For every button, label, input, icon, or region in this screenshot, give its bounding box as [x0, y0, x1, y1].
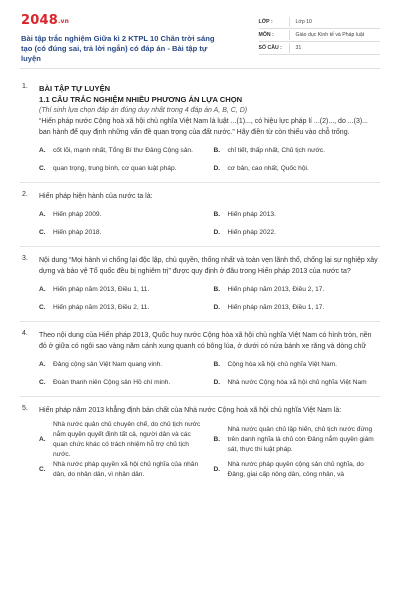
question-number: 5.: [22, 405, 28, 412]
option-d[interactable]: [214, 460, 379, 480]
option-letter: D.: [213, 165, 221, 172]
option-text: Hiến pháp năm 2013, Điều 2, 11.: [53, 304, 150, 311]
question-number: 3.: [22, 255, 28, 262]
meta-row-count: [259, 42, 380, 55]
option-b[interactable]: [214, 420, 379, 460]
question-divider: [20, 182, 380, 183]
site-logo[interactable]: [21, 14, 227, 29]
option-text: Cộng hòa xã hội chủ nghĩa Việt Nam.: [227, 361, 337, 368]
header-left: [21, 14, 227, 68]
option-text: Nhà nước pháp quyền xã hội chủ nghĩa của nhân dân, do nhân dân, vì nhân dân.: [53, 461, 199, 478]
option-text: Hiến pháp 2022.: [227, 229, 276, 236]
option-text: cốt lõi, mạnh nhất, Tổng Bí thư Đảng Cộng sản.: [53, 147, 193, 154]
option-text: Nhà nước Cộng hòa xã hội chủ nghĩa Việt Nam: [227, 379, 367, 386]
option-text: Hiến pháp năm 2013, Điều 2, 17.: [227, 286, 325, 293]
meta-row-subject: [259, 29, 380, 42]
option-text: Hiến pháp 2018.: [53, 229, 102, 236]
question-text: Hiến pháp hiện hành của nước ta là:: [39, 193, 153, 200]
option-a[interactable]: [39, 420, 204, 460]
meta-label: MÔN :: [258, 32, 274, 38]
option-letter: C.: [39, 165, 46, 172]
logo-main: 2048: [21, 13, 58, 28]
document-title: Bài tập trắc nghiệm Giữa kì 2 KTPL 10 Chân trời sáng tạo (có đúng sai, trả lời ngắn) có đáp án - Bài tập tự luyện: [21, 34, 215, 63]
instruction-note: (Thí sinh lựa chọn đáp án đúng duy nhất trong 4 đáp án A, B, C, D): [39, 107, 248, 114]
option-letter: C.: [39, 229, 46, 236]
question-1: [0, 83, 400, 178]
option-text: Hiến pháp 2009.: [53, 211, 102, 218]
option-d[interactable]: [214, 224, 379, 242]
question-divider: [20, 246, 380, 247]
option-letter: D.: [213, 466, 221, 473]
header-divider: [20, 68, 380, 69]
option-text: chỉ tiết, thấp nhất, Chủ tịch nước.: [227, 147, 325, 154]
option-b[interactable]: [214, 356, 379, 374]
option-text: Hiến pháp năm 2013, Điều 1, 11.: [53, 286, 150, 293]
option-a[interactable]: [39, 206, 204, 224]
options: [39, 281, 378, 317]
question-text: Theo nội dung của Hiến pháp 2013, Quốc huy nước Cộng hòa xã hội chủ nghĩa Việt Nam có hình tròn, nền đỏ ở giữa có ngôi sao vàng năm cánh xung quanh có bông lúa, ở dưới có nửa bánh xe răng và dòng chữ: [39, 332, 372, 350]
option-letter: D.: [213, 229, 221, 236]
option-c[interactable]: [39, 160, 204, 178]
option-text: Đoàn thanh niên Cộng sản Hồ chí minh.: [53, 379, 171, 386]
meta-panel: [259, 14, 380, 68]
question-text: Nội dung “Mọi hành vi chống lại độc lập, chủ quyền, thống nhất và toàn vẹn lãnh thổ, chống lại sự nghiệp xây dựng và bảo vệ Tổ quốc đều bị nghiêm trị” được quy định ở đâu trong Hiến pháp 2013 của nước ta?: [39, 257, 378, 275]
option-letter: C.: [39, 379, 46, 386]
question-number: 4.: [22, 330, 28, 337]
option-text: Nhà nước quân chủ chuyên chế, do chủ tịch nước nắm quyền quyết định tất cả, người dân và các quan chức khác có trách nhiệm hỗ trợ chủ tịch nước.: [53, 421, 201, 458]
option-letter: B.: [213, 147, 221, 154]
option-text: Hiến pháp năm 2013, Điều 1, 17.: [227, 304, 325, 311]
option-text: cơ bản, cao nhất, Quốc hội.: [227, 165, 309, 172]
option-a[interactable]: [39, 356, 204, 374]
question-divider: [20, 396, 380, 397]
question-2: [0, 191, 400, 242]
question-number: 1.: [22, 83, 28, 90]
option-letter: A.: [39, 211, 46, 218]
meta-separator: [289, 43, 290, 53]
option-a[interactable]: [39, 142, 204, 160]
meta-separator: [289, 30, 290, 40]
option-letter: A.: [39, 286, 46, 293]
option-letter: B.: [213, 361, 221, 368]
option-text: Nhà nước quân chủ lập hiến, chủ tịch nước đứng trên danh nghĩa là chủ còn Đảng nắm quyền giám sát, thực thi luật pháp.: [227, 426, 374, 453]
meta-value: 31: [295, 45, 302, 51]
option-letter: C.: [39, 466, 46, 473]
options: [39, 142, 378, 178]
question-text: Hiến pháp năm 2013 khẳng định bản chất của Nhà nước Cộng hoà xã hội chủ nghĩa Việt Nam là:: [39, 407, 342, 414]
option-text: Đảng cộng sản Việt Nam quang vinh.: [53, 361, 163, 368]
option-a[interactable]: [39, 281, 204, 299]
option-letter: B.: [213, 211, 221, 218]
header: [0, 0, 400, 68]
question-4: [0, 330, 400, 392]
option-letter: D.: [213, 304, 221, 311]
options: [39, 420, 378, 480]
option-d[interactable]: [214, 374, 379, 392]
question-list: [0, 83, 400, 480]
option-c[interactable]: [39, 460, 204, 480]
option-letter: A.: [39, 436, 46, 443]
option-text: Hiến pháp 2013.: [227, 211, 276, 218]
question-divider: [20, 321, 380, 322]
options: [39, 356, 378, 392]
option-letter: C.: [39, 304, 46, 311]
meta-label: LỚP :: [258, 19, 273, 25]
question-3: [0, 255, 400, 317]
options: [39, 206, 378, 242]
question-text: “Hiến pháp nước Cộng hoà xã hội chủ nghĩa Việt Nam là luật ...(1)..., có hiệu lực pháp lí ...(2)..., do ...(3)... ban hành để quy định những vấn đề quan trọng của đất nước.” Hãy điền từ còn thiếu vào chỗ trống.: [39, 118, 368, 136]
option-d[interactable]: [214, 299, 379, 317]
meta-value: Lớp 10: [295, 19, 312, 25]
question-5: [0, 405, 400, 480]
option-letter: A.: [39, 361, 46, 368]
option-b[interactable]: [214, 142, 379, 160]
meta-value: Giáo dục Kinh tế và Pháp luật: [295, 32, 365, 38]
option-b[interactable]: [214, 281, 379, 299]
option-text: Nhà nước pháp quyền cộng sản chủ nghĩa, do Đảng, giai cấp nông dân, công nhân, và: [227, 461, 364, 478]
option-text: quan trọng, trung bình, cơ quan luật pháp.: [53, 165, 177, 172]
meta-separator: [289, 17, 290, 27]
option-c[interactable]: [39, 374, 204, 392]
meta-row-class: [259, 16, 380, 29]
option-letter: B.: [213, 436, 221, 443]
option-c[interactable]: [39, 224, 204, 242]
option-c[interactable]: [39, 299, 204, 317]
option-letter: D.: [213, 379, 221, 386]
subsection-title: 1.1 CÂU TRẮC NGHIỆM NHIỀU PHƯƠNG ÁN LỰA CHỌN: [39, 95, 243, 104]
meta-label: SỐ CÂU :: [258, 45, 282, 51]
option-d[interactable]: [214, 160, 379, 178]
option-letter: B.: [213, 286, 221, 293]
section-title: BÀI TẬP TỰ LUYỆN: [39, 84, 111, 93]
option-b[interactable]: [214, 206, 379, 224]
question-number: 2.: [22, 191, 28, 198]
logo-tld: .vn: [57, 18, 70, 25]
option-letter: A.: [39, 147, 46, 154]
